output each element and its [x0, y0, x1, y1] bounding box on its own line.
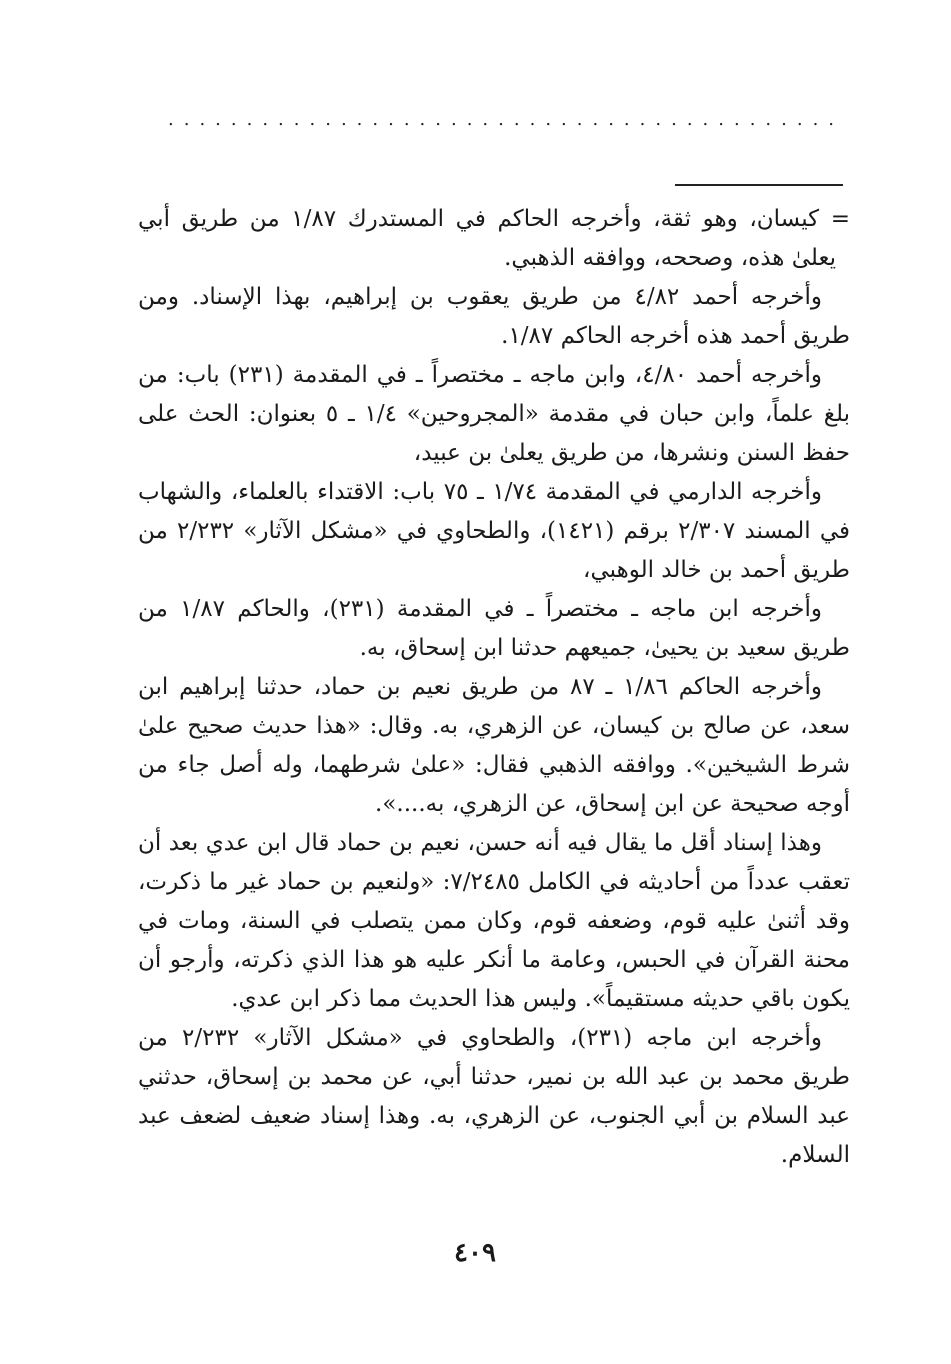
footnote-paragraph: وأخرجه ابن ماجه (٢٣١)، والطحاوي في «مشكل الآثار» ٢/٢٣٢ من طريق محمد بن عبد الله بن نمير، حدثنا أبي، عن محمد بن إسحاق، حدثني عبد السلام بن أبي الجنوب، عن الزهري، به. وهذا إسناد ضعيف لضعف عبد السلام.	[138, 1025, 850, 1168]
footnotes-section	[138, 200, 850, 1230]
footnote-paragraph: وهذا إسناد أقل ما يقال فيه أنه حسن، نعيم بن حماد قال ابن عدي بعد أن تعقب عدداً من أحاديثه في الكامل ٧/٢٤٨٥: «ولنعيم بن حماد غير ما ذكرت، وقد أثنىٰ عليه قوم، وضعفه قوم، وكان ممن يتصلب في السنة، ومات في محنة القرآن في الحبس، وعامة ما أنكر عليه هو هذا الذي ذكرته، وأرجو أن يكون باقي حديثه مستقيماً». وليس هذا الحديث مما ذكر ابن عدي.	[138, 830, 850, 1012]
footnote-paragraph: وأخرجه أحمد ٤/٨٠، وابن ماجه ـ مختصراً ـ في المقدمة (٢٣١) باب: من بلغ علماً، وابن حبان في مقدمة «المجروحين» ١/٤ ـ ٥ بعنوان: الحث على حفظ السنن ونشرها، من طريق يعلىٰ بن عبيد،	[138, 362, 850, 466]
separator-dots: ...........................................	[168, 109, 845, 130]
footnote-paragraph: = كيسان، وهو ثقة، وأخرجه الحاكم في المستدرك ١/٨٧ من طريق أبي يعلىٰ هذه، وصححه، ووافقه الذهبي.	[138, 206, 850, 271]
footnote-paragraph: وأخرجه الحاكم ١/٨٦ ـ ٨٧ من طريق نعيم بن حماد، حدثنا إبراهيم ابن سعد، عن صالح بن كيسان، عن الزهري، به. وقال: «هذا حديث صحيح علىٰ شرط الشيخين». ووافقه الذهبي فقال: «علىٰ شرطهما، وله أصل جاء من أوجه صحيحة عن ابن إسحاق، عن الزهري، به....».	[138, 674, 850, 817]
footnote-paragraph: وأخرجه ابن ماجه ـ مختصراً ـ في المقدمة (٢٣١)، والحاكم ١/٨٧ من طريق سعيد بن يحيىٰ، جميعهم حدثنا ابن إسحاق، به.	[138, 596, 850, 661]
footnote-paragraph: وأخرجه أحمد ٤/٨٢ من طريق يعقوب بن إبراهيم، بهذا الإسناد. ومن طريق أحمد هذه أخرجه الحاكم ١/٨٧.	[138, 284, 850, 349]
footnote-paragraph: وأخرجه الدارمي في المقدمة ١/٧٤ ـ ٧٥ باب: الاقتداء بالعلماء، والشهاب في المسند ٢/٣٠٧ برقم (١٤٢١)، والطحاوي في «مشكل الآثار» ٢/٢٣٢ من طريق أحمد بن خالد الوهبي،	[138, 479, 851, 583]
page-number: ٤٠٩	[454, 1238, 496, 1268]
footnote-rule	[675, 184, 843, 186]
